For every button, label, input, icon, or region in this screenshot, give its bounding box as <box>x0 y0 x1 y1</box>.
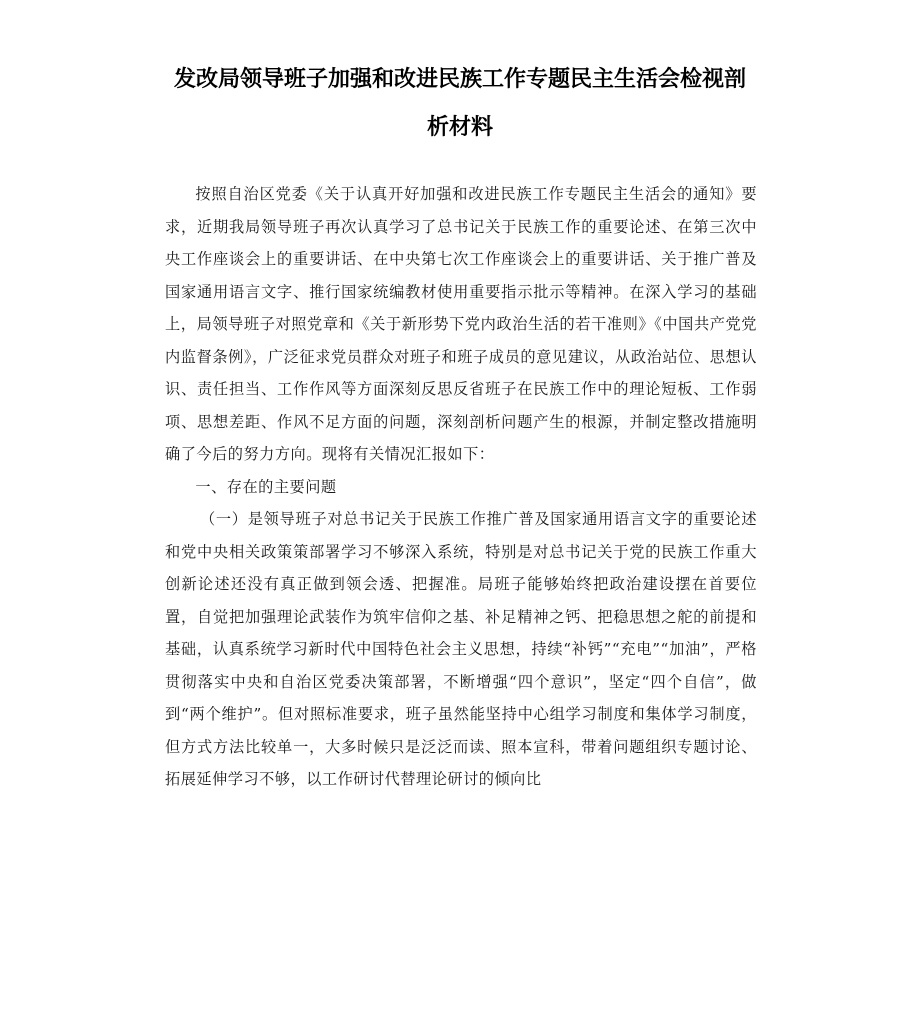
problem-paragraph-1: （一）是领导班子对总书记关于民族工作推广普及国家通用语言文字的重要论述和党中央相关政策策部署学习不够深入系统，特别是对总书记关于党的民族工作重大创新论述还没有真正做到领会透、把握准。局班子能够始终把政治建设摆在首要位置，自觉把加强理论武装作为筑牢信仰之基、补足精神之钙、把稳思想之舵的前提和基础，认真系统学习新时代中国特色社会主义思想，持续“补钙”“充电”“加油”，严格贯彻落实中央和自治区党委决策部署，不断增强“四个意识”，坚定“四个自信”，做到“两个维护”。但对照标准要求，班子虽然能坚持中心组学习制度和集体学习制度，但方式方法比较单一，大多时候只是泛泛而读、照本宣科，带着问题组织专题讨论、拓展延伸学习不够，以工作研讨代替理论研讨的倾向比 <box>165 510 757 788</box>
document-body <box>165 178 757 796</box>
document-title-line-1: 发改局领导班子加强和改进民族工作专题民主生活会检视剖 <box>173 67 746 92</box>
intro-paragraph: 按照自治区党委《关于认真开好加强和改进民族工作专题民主生活会的通知》要求，近期我局领导班子再次认真学习了总书记关于民族工作的重要论述、在第三次中央工作座谈会上的重要讲话、在中央第七次工作座谈会上的重要讲话、关于推广普及国家通用语言文字、推行国家统编教材使用重要指示批示等精神。在深入学习的基础上，局领导班子对照党章和《关于新形势下党内政治生活的若干准则》《中国共产党党内监督条例》，广泛征求党员群众对班子和班子成员的意见建议，从政治站位、思想认识、责任担当、工作作风等方面深刻反思反省班子在民族工作中的理论短板、工作弱项、思想差距、作风不足方面的问题，深刻剖析问题产生的根源，并制定整改措施明确了今后的努力方向。现将有关情况汇报如下： <box>165 185 757 463</box>
document-title-line-2: 析材料 <box>426 115 493 140</box>
section-heading: 一、存在的主要问题 <box>195 477 337 496</box>
